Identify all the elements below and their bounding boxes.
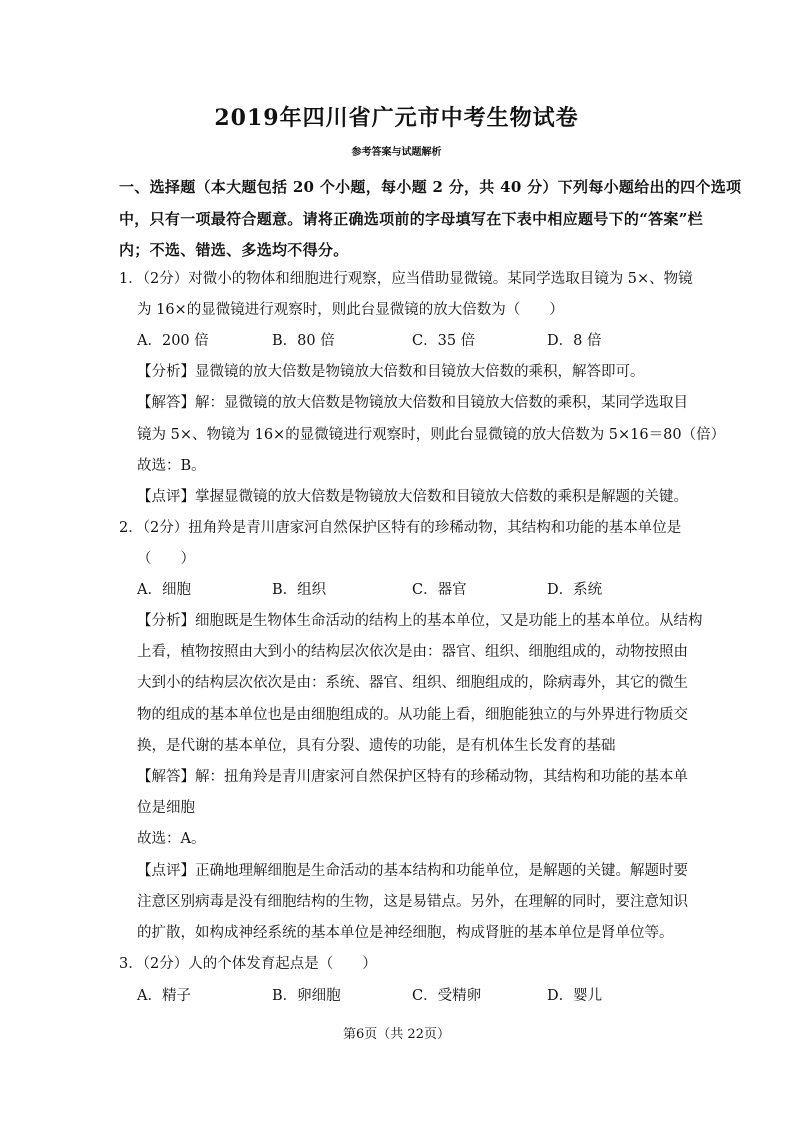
question-1-answer: 镜为 5×、物镜为 16×的显微镜进行观察时，则此台显微镜的放大倍数为 5×16＝80（倍） — [137, 427, 726, 443]
page-number: 第6页（共 22页） — [343, 1027, 450, 1042]
option-a: A．200 倍 — [137, 333, 209, 349]
option-d: D．婴儿 — [547, 988, 603, 1004]
question-2-analysis: 物的组成的基本单位也是由细胞组成的。从功能上看，细胞能独立的与外界进行物质交 — [137, 707, 688, 723]
question-2-answer: 故选：A。 — [137, 831, 206, 847]
section-heading-line: 中，只有一项最符合题意。请将正确选项前的字母填写在下表中相应题号下的“答案”栏 — [119, 210, 703, 228]
question-1-comment: 【点评】掌握显微镜的放大倍数是物镜放大倍数和目镜放大倍数的乘积是解题的关键。 — [137, 489, 688, 505]
page-title: 2019年四川省广元市中考生物试卷 — [214, 105, 579, 131]
option-a: A．精子 — [137, 988, 191, 1004]
question-2-stem: （ ） — [137, 551, 195, 567]
question-2-analysis: 【分析】细胞既是生物体生命活动的结构上的基本单位，又是功能上的基本单位。从结构 — [137, 613, 703, 629]
question-2-answer: 【解答】解：扭角羚是青川唐家河自然保护区特有的珍稀动物，其结构和功能的基本单 — [137, 769, 688, 785]
option-d: D．8 倍 — [547, 333, 602, 349]
option-b: B．组织 — [272, 582, 327, 598]
option-b: B．80 倍 — [272, 333, 335, 349]
question-1-stem: 为 16×的显微镜进行观察时，则此台显微镜的放大倍数为（ ） — [137, 302, 564, 318]
question-2-answer: 位是细胞 — [137, 800, 195, 816]
question-2-stem: 2．（2分）扭角羚是青川唐家河自然保护区特有的珍稀动物，其结构和功能的基本单位是 — [119, 520, 682, 536]
section-heading-line: 内；不选、错选、多选均不得分。 — [119, 241, 349, 259]
question-2-analysis: 换，是代谢的基本单位，具有分裂、遗传的功能，是有机体生长发育的基础 — [137, 738, 616, 754]
option-b: B．卵细胞 — [272, 988, 341, 1004]
option-c: C．35 倍 — [412, 333, 476, 349]
section-heading-line: 一、选择题（本大题包括 20 个小题，每小题 2 分，共 40 分）下列每小题给出的四个选项 — [119, 178, 742, 196]
option-c: C．受精卵 — [412, 988, 482, 1004]
question-1-stem: 1．（2分）对微小的物体和细胞进行观察，应当借助显微镜。某同学选取目镜为 5×、物镜 — [119, 271, 693, 287]
question-2-analysis: 大到小的结构层次依次是由：系统、器官、组织、细胞组成的，除病毒外，其它的微生 — [137, 675, 688, 691]
question-2-analysis: 上看，植物按照由大到小的结构层次依次是由：器官、组织、细胞组成的，动物按照由 — [137, 644, 688, 660]
question-2-comment: 注意区别病毒是没有细胞结构的生物，这是易错点。另外，在理解的同时，要注意知识 — [137, 894, 688, 910]
question-1-answer: 【解答】解：显微镜的放大倍数是物镜放大倍数和目镜放大倍数的乘积，某同学选取目 — [137, 395, 688, 411]
option-d: D．系统 — [547, 582, 603, 598]
question-1-answer: 故选：B。 — [137, 458, 206, 474]
question-3-stem: 3．（2分）人的个体发育起点是（ ） — [119, 956, 377, 972]
question-1-analysis: 【分析】显微镜的放大倍数是物镜放大倍数和目镜放大倍数的乘积，解答即可。 — [137, 364, 645, 380]
page-subtitle: 参考答案与试题解析 — [351, 147, 442, 158]
question-2-comment: 【点评】正确地理解细胞是生命活动的基本结构和功能单位，是解题的关键。解题时要 — [137, 863, 688, 879]
option-a: A．细胞 — [137, 582, 191, 598]
option-c: C．器官 — [412, 582, 467, 598]
question-2-comment: 的扩散，如构成神经系统的基本单位是神经细胞，构成肾脏的基本单位是肾单位等。 — [137, 925, 674, 941]
